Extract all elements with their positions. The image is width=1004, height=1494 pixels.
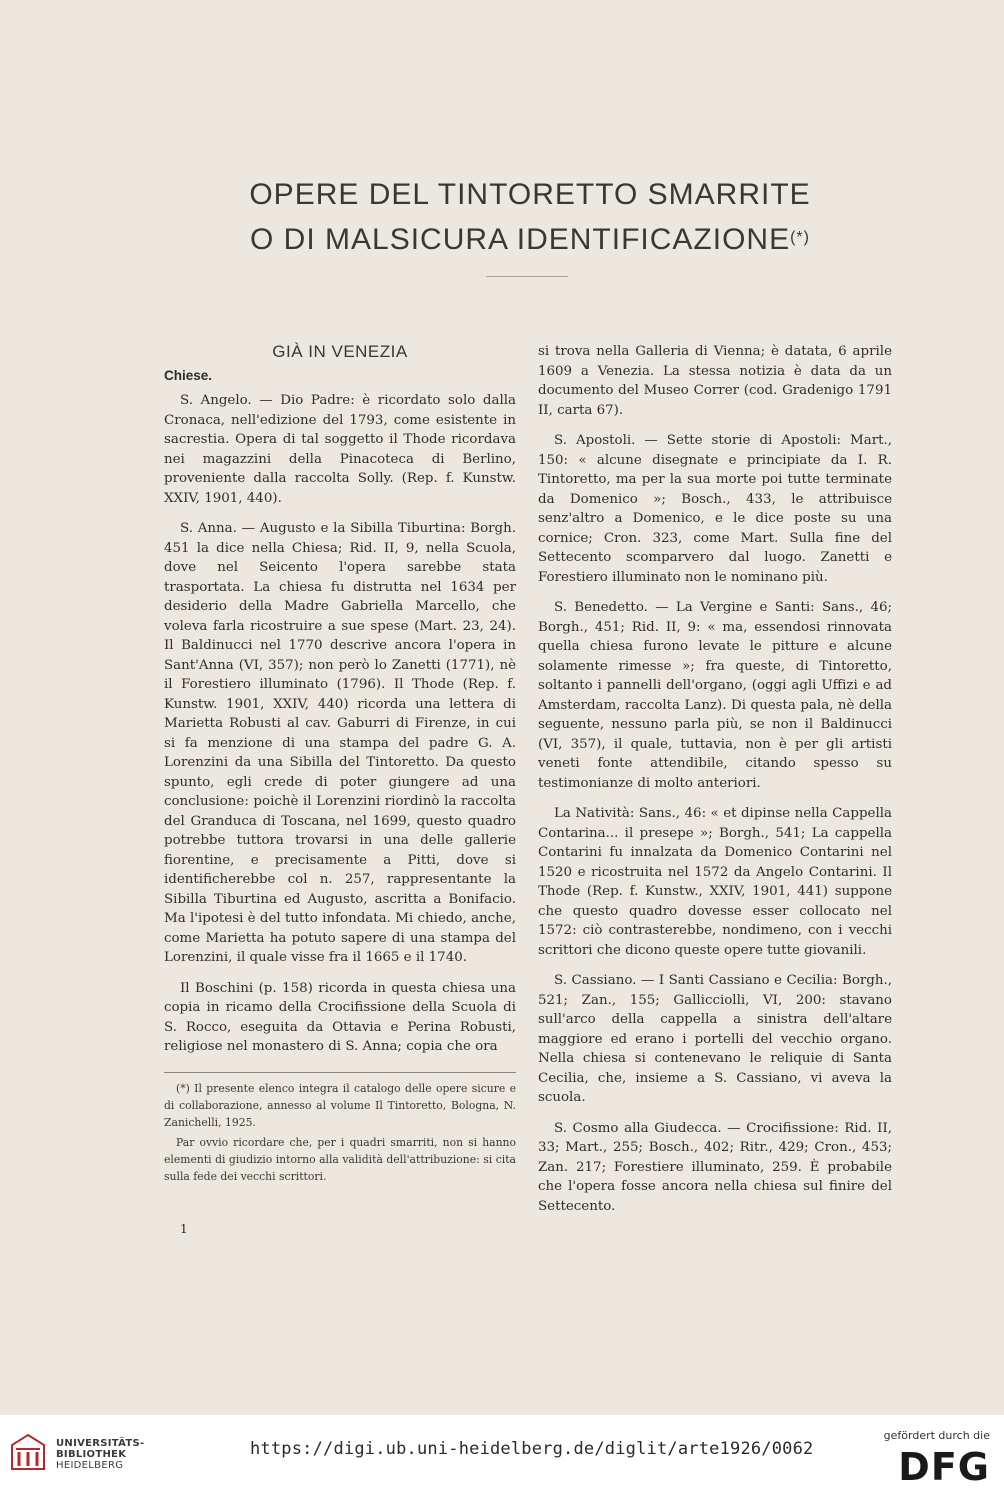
library-name-line-2: BIBLIOTHEK (56, 1449, 127, 1460)
entry-s-cosmo: S. Cosmo alla Giudecca. — Crocifissione: Rid. II, 33; Mart., 255; Bosch., 402; Ritr., 429; Cron., 453; Zan. 217; Forestiere illuminato, 259. È probabile che l'opera fosse ancora nella chiesa sul finire del Settecento. (538, 1120, 892, 1214)
funding-note: gefördert durch die (883, 1429, 990, 1442)
entry-s-benedetto: S. Benedetto. — La Vergine e Santi: Sans., 46; Borgh., 451; Rid. II, 9: « ma, essendosi rinnovata quella chiesa furono levate le pitture e alcune solamente rimesse »; fra queste, di Tintoretto, soltanto i pannelli dell'organo, (oggi agli Uffizi e ad Amsterdam, raccolta Lanz). Di questa pala, nè della seguente, nessuno parla più, se non il Baldinucci (VI, 357), il quale, tuttavia, non è per gli artisti veneti fonte attendibile, citando spesso su testimonianze di molto anteriori. (538, 600, 892, 791)
title-line-2-text: O DI MALSICURA IDENTIFICAZIONE (250, 223, 791, 256)
title-footnote-mark[interactable]: (*) (790, 229, 810, 246)
entry-s-apostoli: S. Apostoli. — Sette storie di Apostoli: Mart., 150: « alcune disegnate e principiate da I. R. Tintoretto, ma per la sua morte poi tutte terminate da Domenico »; Bosch., 433, le attribuisce senz'altro a Domenico, e le dice poste su una cornice; Cron. 323, come Mart. Sulla fine del Settecento scomparvero dal luogo. Zanetti e Forestiero illuminato non le nominano più. (538, 433, 892, 585)
title-divider (486, 276, 568, 277)
entry-nativita: La Natività: Sans., 46: « et dipinse nella Cappella Contarina... il presepe »; Borgh., 541; La cappella Contarini fu innalzata da Domenico Contarini nel 1520 e ricostruita nel 1572 da Angelo Contarini. Il Thode (Rep. f. Kunstw., XXIV, 1901, 441) suppone che questo quadro dovesse esser collocato nel 1572: ciò contrasterebbe, nondimeno, con i vecchi scrittori che dicono queste opere tutte giovanili. (538, 806, 892, 958)
dfg-logo[interactable]: DFG (898, 1445, 990, 1489)
footnote-divider (164, 1072, 516, 1073)
subsection-heading: Chiese. (164, 367, 213, 383)
entry-s-anna-boschini: Il Boschini (p. 158) ricorda in questa chiesa una copia in ricamo della Crocifissione della Scuola di S. Rocco, eseguita da Ottavia e Perina Robusti, religiose nel monastero di S. Anna; copia che ora (164, 980, 516, 1054)
entry-s-anna: S. Anna. — Augusto e la Sibilla Tiburtina: Borgh. 451 la dice nella Chiesa; Rid. II, 9, nella Scuola, dove nel Seicento l'opera sarebbe stata trasportata. La chiesa fu distrutta nel 1634 per desiderio della Madre Gabriella Marcello, che voleva farla ricostruire a sue spese (Mart. 23, 24). Il Baldinucci nel 1770 descrive ancora l'opera in Sant'Anna (VI, 357); non però lo Zanetti (1771), nè il Forestiero illuminato (1796). Il Thode (Rep. f. Kunstw. 1901, XXIV, 440) ricorda una lettera di Marietta Robusti al cav. Gaburri di Firenze, in cui si fa menzione di una stampa del padre G. A. Lorenzini da una Sibilla del Tintoretto. Da questo spunto, egli crede di poter giungere ad una conclusione: poichè il Lorenzini riordinò la raccolta del Granduca di Toscana, nel 1699, questo quadro potrebbe tuttora trovarsi in una delle gallerie fiorentine, e precisamente a Pitti, dove si identificherebbe col n. 257, rappresentante la Sibilla Tiburtina ed Augusto, ascritta a Bonifacio. Ma l'ipotesi è del tutto infondata. Mi chiedo, anche, come Marietta ha potuto sapere di una stampa del Lorenzini, il quale visse fra il 1665 e il 1740. (164, 521, 516, 965)
title-line-1: OPERE DEL TINTORETTO SMARRITE (249, 178, 811, 211)
footnote-2: Par ovvio ricordare che, per i quadri smarriti, non si hanno elementi di giudizio intorno alla validità dell'attribuzione: si cita sulla fede dei vecchi scrittori. (164, 1136, 516, 1183)
library-name-line-1: UNIVERSITÄTS- (56, 1438, 145, 1449)
page-url-link[interactable]: https://digi.ub.uni-heidelberg.de/diglit/arte1926/0062 (250, 1439, 814, 1459)
entry-s-cassiano: S. Cassiano. — I Santi Cassiano e Cecilia: Borgh., 521; Zan., 155; Gallicciolli, VI, 200: stavano sull'arco della cappella a sinistra dell'altare maggiore ed erano i portelli del vecchio organo. Nella chiesa si contenevano le reliquie di Santa Cecilia, che, insieme a S. Cassiano, vi aveva la scuola. (538, 973, 892, 1105)
page-number: 1 (180, 1222, 188, 1236)
section-heading: GIÀ IN VENEZIA (272, 342, 408, 361)
footer-bar (0, 1415, 1004, 1494)
library-name-line-3: HEIDELBERG (56, 1460, 124, 1471)
entry-s-angelo: S. Angelo. — Dio Padre: è ricordato solo dalla Cronaca, nell'edizione del 1793, come esistente in sacrestia. Opera di tal soggetto il Thode ricordava nei magazzini della Pinacoteca di Berlino, proveniente dalla raccolta Solly. (Rep. f. Kunstw. XXIV, 1901, 440). (164, 393, 516, 506)
library-name[interactable] (56, 1438, 145, 1471)
right-column (538, 342, 892, 1227)
title-line-2 (120, 217, 940, 262)
university-library-logo-icon (10, 1433, 46, 1471)
footnote-1: (*) Il presente elenco integra il catalogo delle opere sicure e di collaborazione, annesso al volume Il Tintoretto, Bologna, N. Zanichelli, 1925. (164, 1082, 516, 1129)
footnotes (164, 1081, 516, 1190)
entry-s-anna-continued: si trova nella Galleria di Vienna; è datata, 6 aprile 1609 a Venezia. La stessa notizia è data da un documento del Museo Correr (cod. Gradenigo 1791 II, carta 67). (538, 344, 892, 418)
left-column (164, 342, 516, 1068)
